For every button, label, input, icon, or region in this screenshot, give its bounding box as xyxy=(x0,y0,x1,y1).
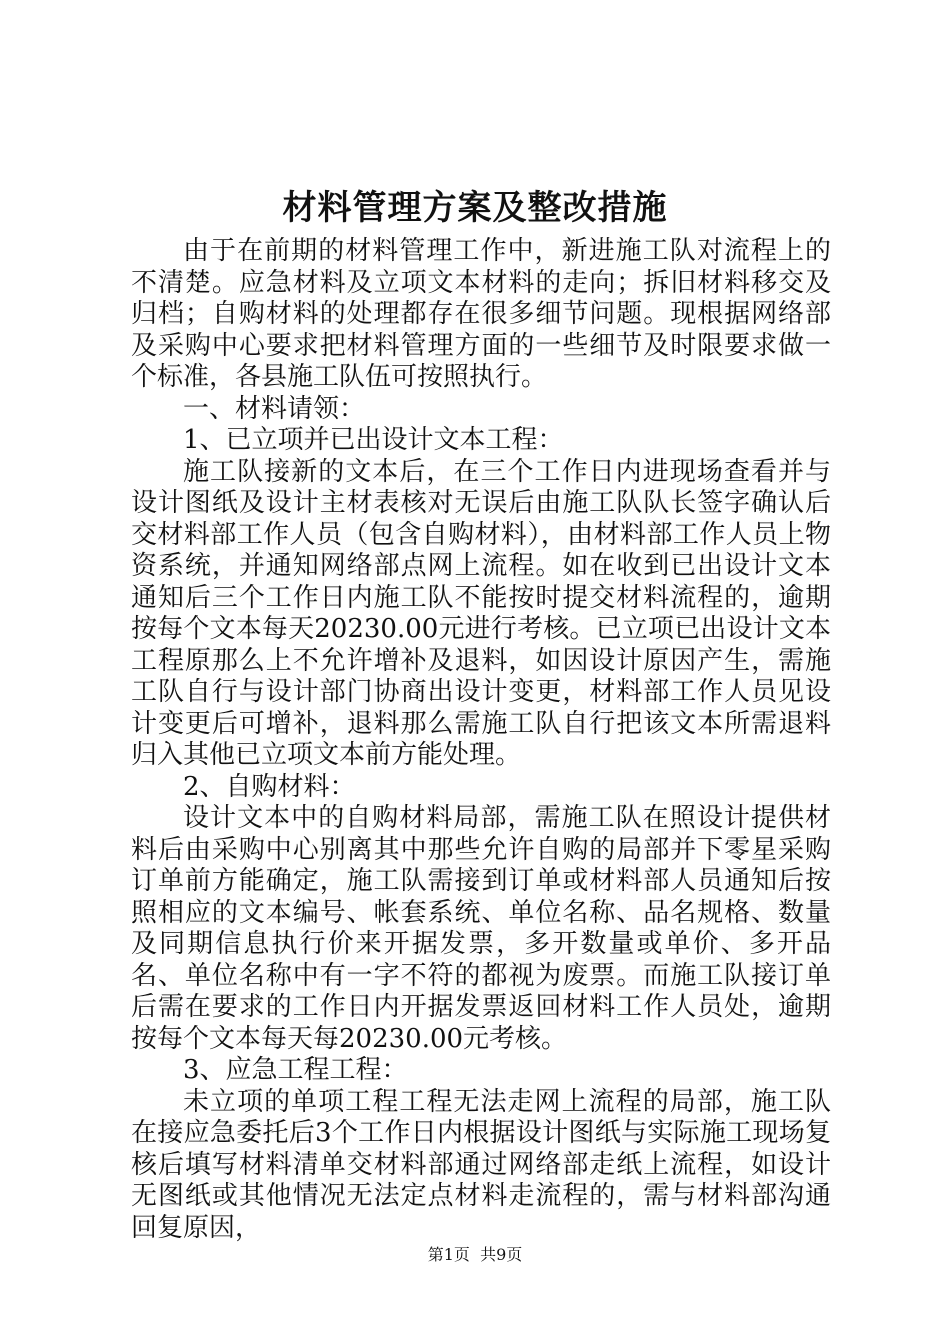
document-title: 材料管理方案及整改措施 xyxy=(282,188,668,228)
intro-paragraph: 由于在前期的材料管理工作中，新进施工队对流程上的不清楚。应急材料及立项文本材料的走向；拆旧材料移交及归档；自购材料的处理都存在很多细节问题。现根据网络部及采购中心要求把材料管理方面的一些细节及时限要求做一个标准，各县施工队伍可按照执行。 xyxy=(131,236,831,392)
subsection-heading-self-purchase: 2、自购材料： xyxy=(183,771,356,802)
page-number-footer: 第1页 共9页 xyxy=(427,1245,523,1264)
subsection-heading-emergency: 3、应急工程工程： xyxy=(183,1055,408,1085)
emergency-paragraph: 未立项的单项工程工程无法走网上流程的局部，施工队在接应急委托后3个工作日内根据设计图纸与实际施工现场复核后填写材料清单交材料部通过网络部走纸上流程，如设计无图纸或其他情况无法定点材料走流程的，需与材料部沟通回复原因， xyxy=(131,1086,831,1243)
section-heading-material-request: 一、材料请领： xyxy=(183,393,366,424)
approved-projects-paragraph: 施工队接新的文本后，在三个工作日内进现场查看并与设计图纸及设计主材表核对无误后由施工队队长签字确认后交材料部工作人员（包含自购材料），由材料部工作人员上物资系统，并通知网络部点网上流程。如在收到已出设计文本通知后三个工作日内施工队不能按时提交材料流程的，逾期按每个文本每天20230.00元进行考核。已立项已出设计文本工程原那么上不允许增补及退料，如因设计原因产生，需施工队自行与设计部门协商出设计变更，材料部工作人员见设计变更后可增补，退料那么需施工队自行把该文本所需退料归入其他已立项文本前方能处理。 xyxy=(131,456,831,770)
self-purchase-paragraph: 设计文本中的自购材料局部，需施工队在照设计提供材料后由采购中心别离其中那些允许自购的局部并下零星采购订单前方能确定，施工队需接到订单或材料部人员通知后按照相应的文本编号、帐套系统、单位名称、品名规格、数量及同期信息执行价来开据发票，多开数量或单价、多开品名、单位名称中有一字不符的都视为废票。而施工队接订单后需在要求的工作日内开据发票返回材料工作人员处，逾期按每个文本每天每20230.00元考核。 xyxy=(131,803,831,1054)
subsection-heading-approved-projects: 1、已立项并已出设计文本工程： xyxy=(183,425,564,455)
document-body xyxy=(131,236,831,1244)
